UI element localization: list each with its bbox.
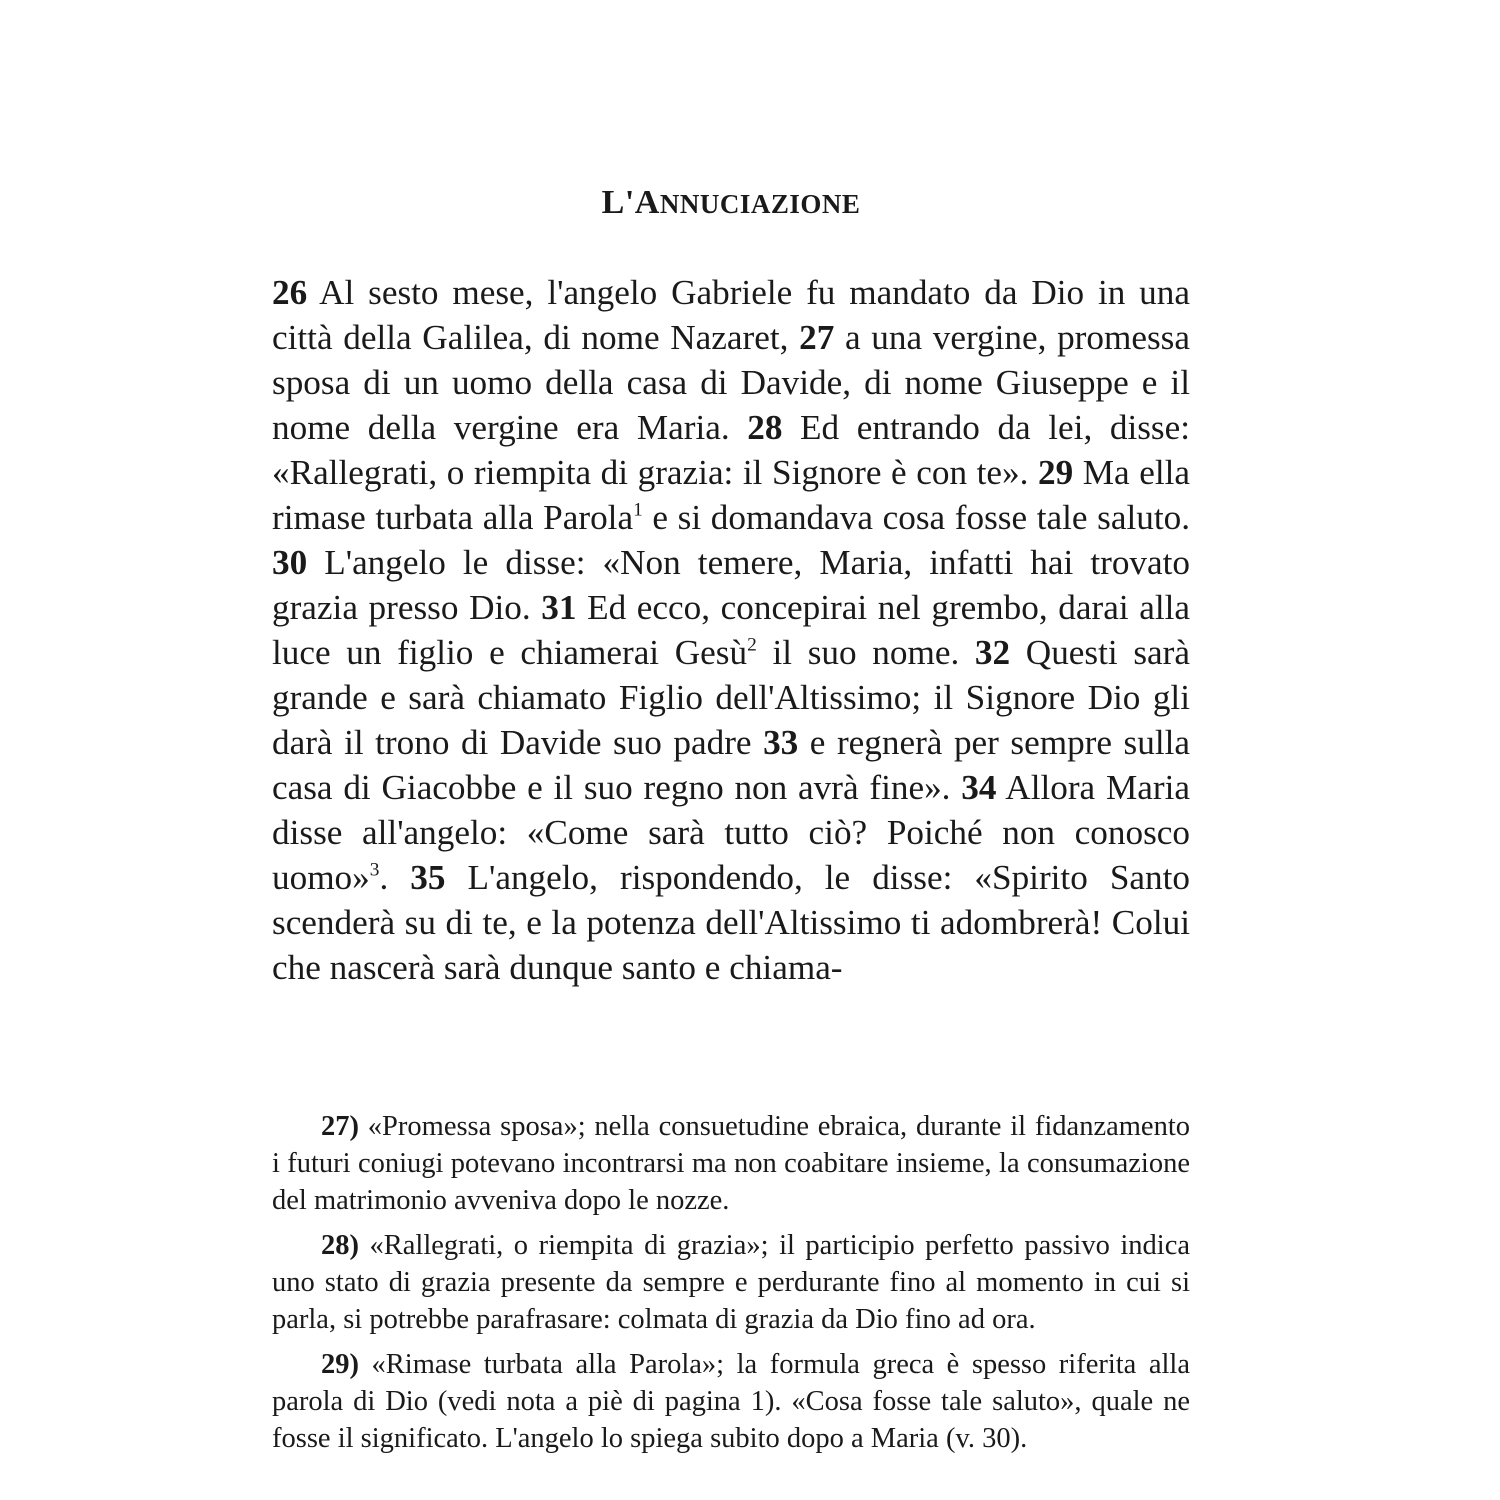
page-title	[0, 184, 1462, 222]
footnote-marker: 3	[369, 859, 380, 881]
verse-text: L'angelo le disse: «Non temere, Maria, infatti hai trovato grazia presso Dio.	[272, 543, 1190, 627]
footnote-text: «Rimase turbata alla Parola»; la formula greca è spesso riferita alla parola di Dio (vedi nota a piè di pagina 1). «Cosa fosse tale saluto», quale ne fosse il significato. L'angelo lo spiega subito dopo a Maria (v. 30).	[272, 1349, 1190, 1454]
verse-text: e si domandava cosa fosse tale saluto.	[642, 498, 1190, 537]
verse-number: 30	[272, 543, 308, 582]
verse-number: 26	[272, 273, 308, 312]
verse-text: il suo nome.	[756, 633, 975, 672]
verse-text: Ma ella rimase turbata alla Parola	[272, 453, 1191, 537]
footnote	[272, 1227, 1190, 1338]
verse-text: Ed ecco, concepirai nel grembo, darai alla luce un figlio e chiamerai Gesù	[272, 588, 1190, 672]
footnote-text: «Rallegrati, o riempita di grazia»; il participio perfetto passivo indica uno stato di grazia presente da sempre e perdurante fino al momento in cui si parla, si potrebbe parafrasare: colmata di grazia da Dio fino ad ora.	[272, 1230, 1190, 1335]
footnote-ref: 28)	[321, 1230, 359, 1261]
verse-text: Questi sarà grande e sarà chiamato Figlio dell'Altissimo; il Signore Dio gli darà il trono di Davide suo padre	[272, 633, 1190, 762]
verse-text: e regnerà per sempre sulla casa di Giacobbe e il suo regno non avrà fine».	[272, 723, 1190, 807]
footnote-marker: 2	[747, 634, 757, 656]
verse-number: 32	[974, 633, 1011, 672]
verse-number: 31	[541, 588, 577, 627]
verse-text: Ed entrando da lei, disse: «Rallegrati, o riempita di grazia: il Signore è con te».	[272, 408, 1190, 492]
title-initial: L'A	[601, 184, 660, 221]
verse-number: 28	[747, 408, 783, 447]
verse-text: Allora Maria disse all'angelo: «Come sarà tutto ciò? Poiché non conosco uomo»	[272, 768, 1190, 897]
verse-text: .	[379, 858, 411, 897]
title-smallcaps: NNUCIAZIONE	[659, 189, 861, 219]
verse-number: 27	[799, 318, 835, 357]
verse-text: L'angelo, rispondendo, le disse: «Spirito Santo scenderà su di te, e la potenza dell'Altissimo ti adombrerà! Colui che nascerà sarà dunque santo e chiama-	[272, 858, 1190, 987]
footnote	[272, 1346, 1190, 1457]
verse-number: 34	[961, 768, 997, 807]
footnote-ref: 27)	[321, 1111, 359, 1142]
footnote-marker: 1	[633, 499, 643, 521]
footnote-text: «Promessa sposa»; nella consuetudine ebraica, durante il fidanzamento i futuri coniugi potevano incontrarsi ma non coabitare insieme, la consumazione del matrimonio avveniva dopo le nozze.	[272, 1111, 1190, 1216]
footnote	[272, 1108, 1190, 1219]
footnotes	[272, 1108, 1190, 1465]
footnote-ref: 29)	[321, 1349, 359, 1380]
verse-number: 35	[410, 858, 446, 897]
verse-text: a una vergine, promessa sposa di un uomo della casa di Davide, di nome Giuseppe e il nome della vergine era Maria.	[272, 318, 1190, 447]
verse-text: Al sesto mese, l'angelo Gabriele fu mandato da Dio in una città della Galilea, di nome Nazaret,	[272, 273, 1190, 357]
scripture-text	[272, 270, 1190, 990]
verse-number: 29	[1037, 453, 1074, 492]
verse-number: 33	[763, 723, 799, 762]
